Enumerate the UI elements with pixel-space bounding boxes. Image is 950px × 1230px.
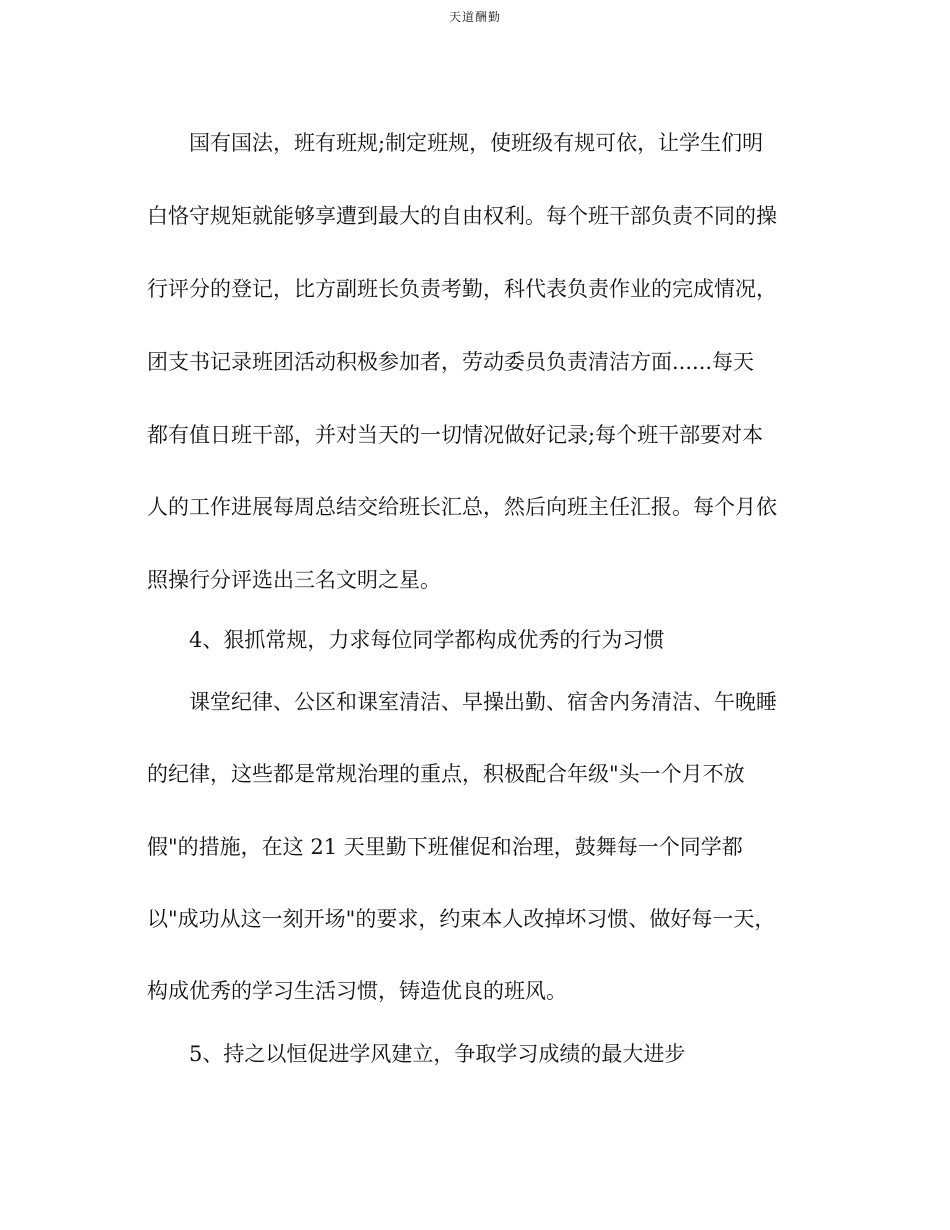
paragraph-line: 团支书记录班团活动积极参加者，劳动委员负责清洁方面......每天 [147, 350, 755, 374]
paragraph-line: 照操行分评选出三名文明之星。 [147, 568, 441, 592]
paragraph-line: 的纪律，这些都是常规治理的重点，积极配合年级"头一个月不放 [147, 762, 745, 786]
paragraph-line: 构成优秀的学习生活习惯，铸造优良的班风。 [147, 979, 567, 1003]
page-header: 天道酬勤 [448, 10, 501, 24]
paragraph-line: 以"成功从这一刻开场"的要求，约束本人改掉坏习惯、做好每一天， [147, 907, 776, 931]
paragraph-line: 假"的措施，在这 21 天里勤下班催促和治理，鼓舞每一个同学都 [147, 835, 743, 859]
paragraph-line: 白恪守规矩就能够享遭到最大的自由权利。每个班干部负责不同的操 [147, 204, 777, 228]
paragraph-line: 行评分的登记，比方副班长负责考勤，科代表负责作业的完成情况， [147, 277, 777, 301]
paragraph-line: 人的工作进展每周总结交给班长汇总，然后向班主任汇报。每个月依 [147, 495, 777, 519]
paragraph-line: 课堂纪律、公区和课室清洁、早操出勤、宿舍内务清洁、午晚睡 [189, 690, 777, 714]
paragraph-line: 国有国法，班有班规;制定班规，使班级有规可依，让学生们明 [189, 131, 764, 155]
section-heading: 5、持之以恒促进学风建立，争取学习成绩的最大进步 [189, 1042, 686, 1066]
section-heading: 4、狠抓常规，力求每位同学都构成优秀的行为习惯 [189, 628, 665, 652]
paragraph-line: 都有值日班干部，并对当天的一切情况做好记录;每个班干部要对本 [147, 423, 764, 447]
